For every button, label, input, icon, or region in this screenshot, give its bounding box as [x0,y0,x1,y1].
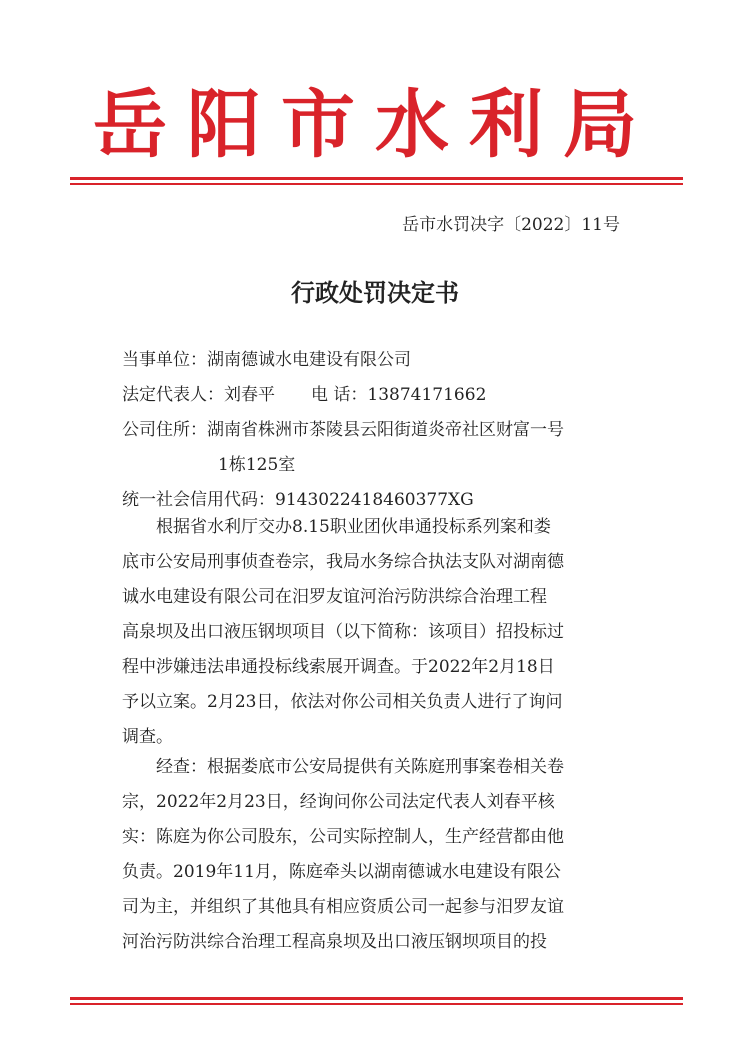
address-value-line2: 1栋125室 [218,455,296,475]
footer-red-line-thick [70,997,683,1000]
document-number: 岳市水罚决字〔2022〕11号 [402,215,620,235]
legal-rep-value: 刘春平 [224,385,275,405]
letterhead-red-line-thick [70,177,683,180]
paragraph-line: 高泉坝及出口液压钢坝项目（以下简称：该项目）招投标过 [122,622,564,642]
footer-red-line-thin [70,1003,683,1005]
paragraph-line: 调查。 [122,727,173,747]
party-unit-value: 湖南德诚水电建设有限公司 [207,350,411,370]
legal-rep-row [122,380,486,405]
party-unit-row [122,345,411,370]
address-label: 公司住所： [122,420,207,440]
paragraph-line: 司为主，并组织了其他具有相应资质公司一起参与汨罗友谊 [122,897,564,917]
paragraph-investigation [122,510,627,755]
paragraph-line: 根据省水利厅交办8.15职业团伙串通投标系列案和娄 [156,517,551,537]
paragraph-line: 宗，2022年2月23日，经询问你公司法定代表人刘春平核 [122,792,555,812]
credit-code-label: 统一社会信用代码： [122,490,275,510]
paragraph-findings [122,750,627,960]
paragraph-line: 予以立案。2月23日，依法对你公司相关负责人进行了询问 [122,692,563,712]
address-value-line1: 湖南省株洲市茶陵县云阳街道炎帝社区财富一号 [207,420,564,440]
legal-rep-label: 法定代表人： [122,385,224,405]
phone-value: 13874171662 [367,385,487,405]
agency-letterhead-title: 岳阳市水利局 [93,82,657,168]
paragraph-line: 河治污防洪综合治理工程高泉坝及出口液压钢坝项目的投 [122,932,547,952]
credit-code-value: 9143022418460377XG [275,490,474,510]
paragraph-line: 经查：根据娄底市公安局提供有关陈庭刑事案卷相关卷 [156,757,564,777]
paragraph-line: 负责。2019年11月，陈庭牵头以湖南德诚水电建设有限公 [122,862,561,882]
paragraph-line: 实：陈庭为你公司股东，公司实际控制人，生产经营都由他 [122,827,564,847]
paragraph-line: 诚水电建设有限公司在汨罗友谊河治污防洪综合治理工程 [122,587,547,607]
paragraph-line: 底市公安局刑事侦查卷宗，我局水务综合执法支队对湖南德 [122,552,564,572]
party-unit-label: 当事单位： [122,350,207,370]
address-row [122,415,564,440]
phone-label: 电 话： [311,385,368,405]
address-row-continued [218,450,295,475]
document-title: 行政处罚决定书 [291,278,459,307]
letterhead-red-line-thin [70,183,683,185]
credit-code-row [122,485,474,510]
paragraph-line: 程中涉嫌违法串通投标线索展开调查。于2022年2月18日 [122,657,555,677]
